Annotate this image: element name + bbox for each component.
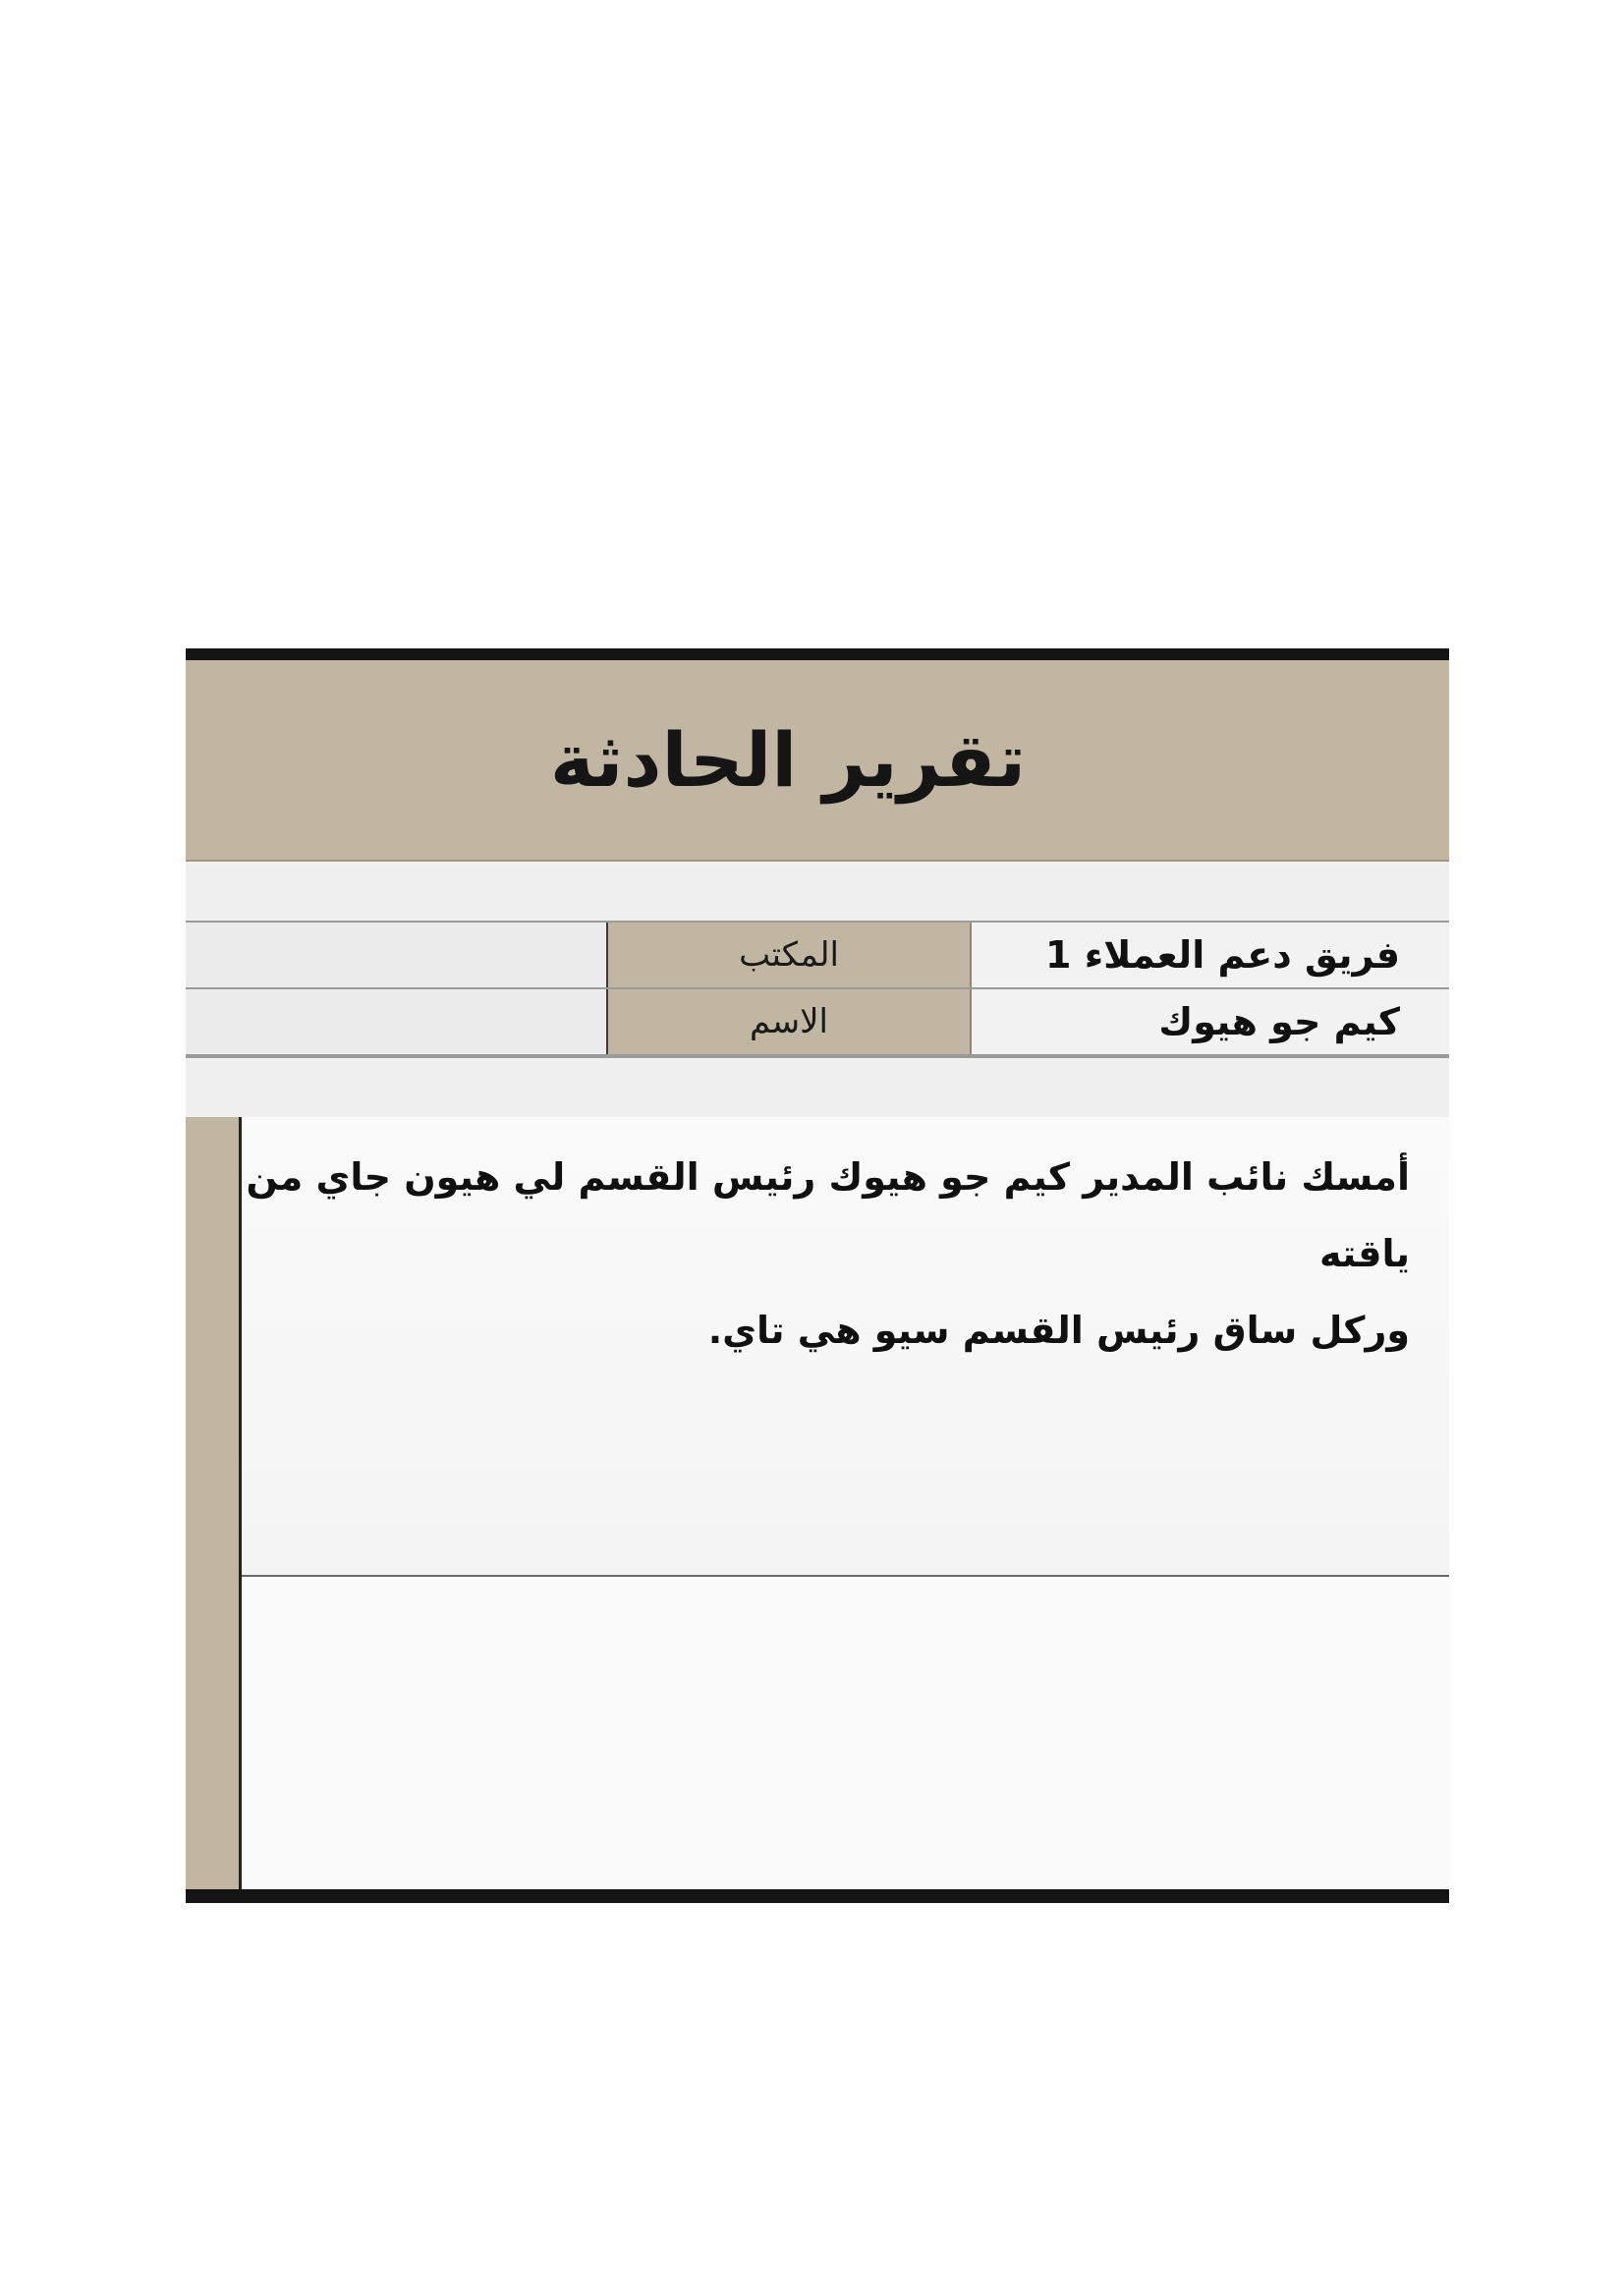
- name-blank-cell: [186, 989, 608, 1054]
- office-label: المكتب: [608, 923, 972, 987]
- spacer-band-bottom: [186, 1056, 1449, 1119]
- office-row: [186, 923, 1449, 989]
- description-line-1: أمسك نائب المدير كيم جو هيوك رئيس القسم لي هيون جاي من ياقته: [246, 1155, 1410, 1275]
- name-row: [186, 989, 1449, 1056]
- description-line-2: وركل ساق رئيس القسم سيو هي تاي.: [707, 1309, 1410, 1352]
- name-value: كيم جو هيوك: [1158, 1000, 1400, 1043]
- incident-report-form: [186, 648, 1449, 1903]
- incident-description: [241, 1139, 1410, 1369]
- bottom-rule: [186, 1889, 1449, 1903]
- empty-notes-box: [242, 1577, 1449, 1889]
- top-rule: [186, 648, 1449, 660]
- office-value: فريق دعم العملاء 1: [1045, 933, 1400, 977]
- office-blank-cell: [186, 923, 608, 987]
- name-label: الاسم: [608, 989, 972, 1054]
- report-title: تقرير الحادثة: [549, 716, 1027, 804]
- incident-description-box: [242, 1117, 1449, 1577]
- side-strip: [186, 1117, 242, 1889]
- title-band: [186, 660, 1449, 862]
- spacer-band-top: [186, 862, 1449, 923]
